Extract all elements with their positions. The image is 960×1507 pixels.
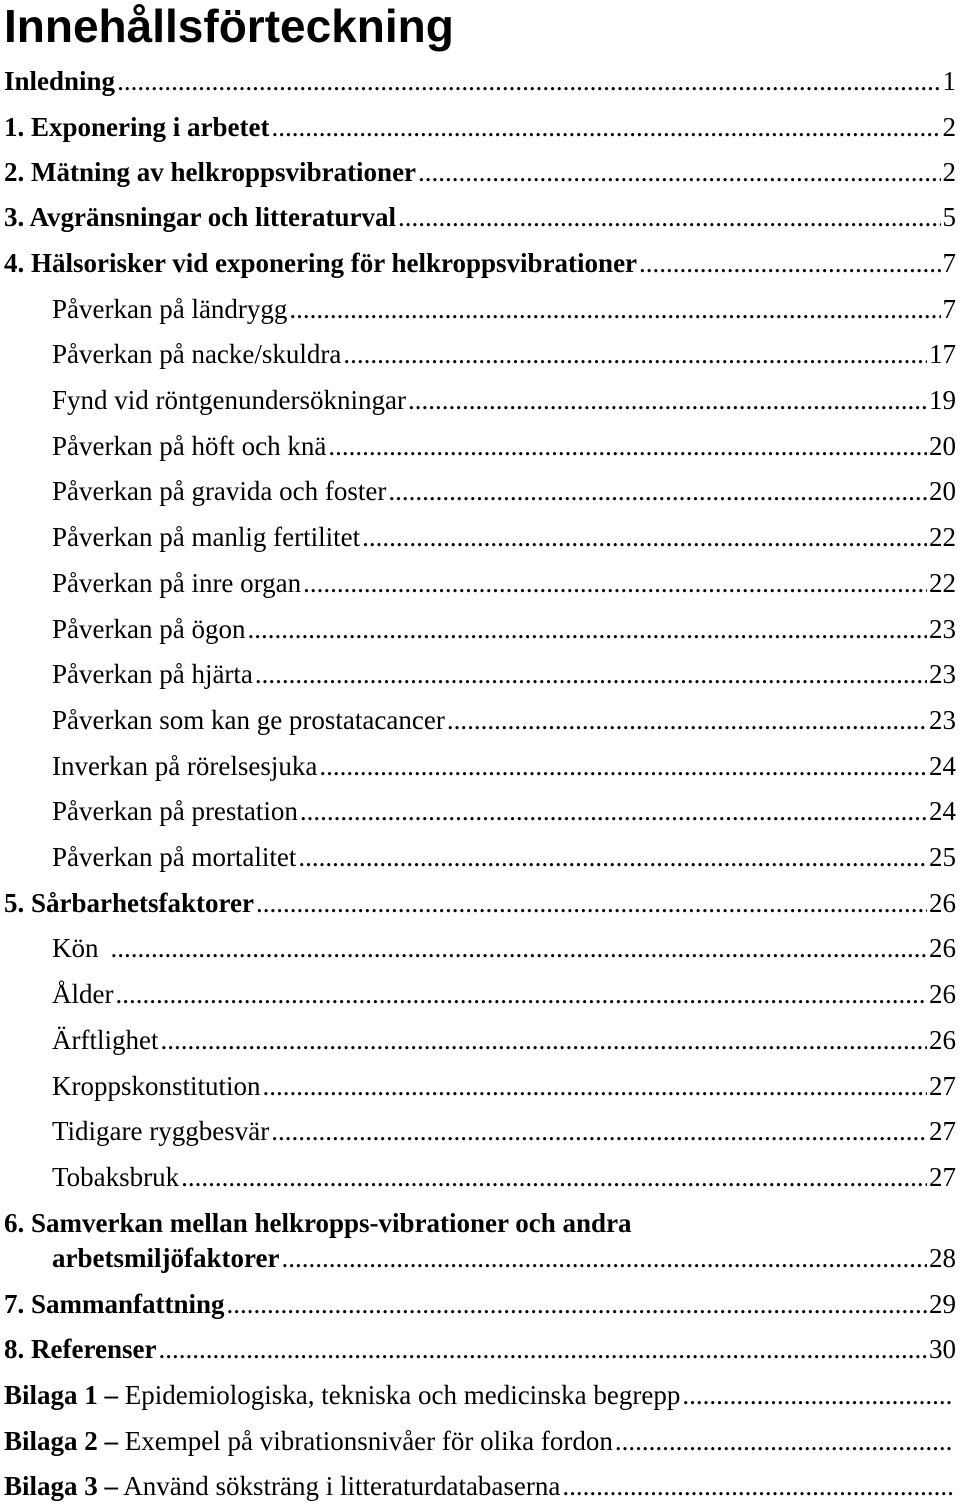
toc-label: Inverkan på rörelsesjuka	[52, 751, 318, 781]
toc-entry-chapter-8[interactable]	[4, 1331, 956, 1367]
toc-page-number: 26	[929, 979, 956, 1009]
toc-subentry[interactable]	[52, 656, 956, 692]
toc-subentry[interactable]	[52, 382, 956, 418]
leader-dots	[408, 382, 927, 418]
leader-dots	[160, 1022, 927, 1058]
toc-subentry[interactable]	[52, 976, 956, 1012]
toc-label: Tidigare ryggbesvär	[52, 1116, 270, 1146]
toc-page-number: 7	[942, 248, 956, 278]
leader-dots	[256, 885, 927, 921]
toc-page-number: 30	[929, 1334, 956, 1364]
appendix-text	[4, 1423, 613, 1459]
toc-subentry[interactable]	[52, 519, 956, 555]
toc-label: Påverkan som kan ge prostatacancer	[52, 705, 445, 735]
toc-page-number: 26	[929, 888, 956, 918]
toc-label: Ärftlighet	[52, 1025, 159, 1055]
toc-entry-chapter-1[interactable]	[4, 109, 956, 145]
toc-page-number: 27	[929, 1071, 956, 1101]
toc-subentry[interactable]	[52, 1022, 956, 1058]
toc-label: Fynd vid röntgenundersökningar	[52, 385, 406, 415]
toc-page-number: 2	[942, 157, 956, 187]
toc-appendix-3[interactable]	[4, 1468, 956, 1504]
leader-dots	[300, 793, 927, 829]
leader-dots	[328, 428, 927, 464]
leader-dots	[303, 565, 927, 601]
toc-label: Tobaksbruk	[52, 1162, 180, 1192]
toc-label: Påverkan på ländrygg	[52, 294, 288, 324]
appendix-prefix: Bilaga 1 –	[4, 1380, 119, 1410]
toc-page-number: 5	[942, 202, 956, 232]
leader-dots	[289, 291, 940, 327]
leader-dots	[398, 199, 941, 235]
toc-label: 3. Avgränsningar och litteraturval	[4, 202, 396, 232]
leader-dots	[158, 1331, 927, 1367]
toc-subentry[interactable]	[52, 565, 956, 601]
toc-label: 5. Sårbarhetsfaktorer	[4, 888, 254, 918]
toc-page-number: 24	[929, 751, 956, 781]
toc-subentry[interactable]	[52, 1159, 956, 1195]
toc-label: Kön	[52, 933, 99, 963]
toc-page-number: 25	[929, 842, 956, 872]
appendix-prefix: Bilaga 3 –	[4, 1471, 119, 1501]
page-title: Innehållsförteckning	[4, 0, 454, 52]
toc-subentry[interactable]	[52, 702, 956, 738]
toc-label: 4. Hälsorisker vid exponering för helkroppsvibrationer	[4, 248, 638, 278]
toc-page-number: 29	[929, 1289, 956, 1319]
toc-subentry[interactable]	[52, 793, 956, 829]
toc-page-number: 28	[929, 1243, 956, 1273]
toc-entry-chapter-6[interactable]	[52, 1240, 956, 1276]
toc-subentry[interactable]	[52, 1113, 956, 1149]
leader-dots	[562, 1468, 954, 1504]
toc-entry-chapter-5[interactable]	[4, 885, 956, 921]
toc-page-number: 23	[929, 659, 956, 689]
appendix-text	[4, 1377, 680, 1413]
toc-subentry[interactable]	[52, 291, 956, 327]
leader-dots	[362, 519, 927, 555]
appendix-label: Epidemiologiska, tekniska och medicinska begrepp	[124, 1380, 681, 1410]
leader-dots	[388, 473, 927, 509]
leader-dots	[111, 930, 928, 966]
toc-label: 2. Mätning av helkroppsvibrationer	[4, 157, 417, 187]
toc-page-number: 2	[942, 112, 956, 142]
toc-label: 1. Exponering i arbetet	[4, 112, 270, 142]
leader-dots	[227, 1286, 927, 1322]
toc-page-number: 20	[929, 431, 956, 461]
toc-page-number: 7	[942, 294, 956, 324]
appendix-prefix: Bilaga 2 –	[4, 1426, 119, 1456]
toc-label: Påverkan på mortalitet	[52, 842, 297, 872]
toc-appendix-1[interactable]	[4, 1377, 956, 1413]
toc-label: Påverkan på prestation	[52, 796, 298, 826]
toc-label: Påverkan på hjärta	[52, 659, 253, 689]
toc-label: Påverkan på höft och knä	[52, 431, 327, 461]
toc-label: Kroppskonstitution	[52, 1071, 261, 1101]
leader-dots	[181, 1159, 927, 1195]
toc-label: Påverkan på gravida och foster	[52, 476, 387, 506]
toc-page-number: 23	[929, 705, 956, 735]
toc-page-number: 19	[929, 385, 956, 415]
toc-subentry[interactable]	[52, 930, 956, 966]
leader-dots	[682, 1377, 954, 1413]
toc-subentry[interactable]	[52, 428, 956, 464]
toc-subentry[interactable]	[52, 748, 956, 784]
leader-dots	[263, 1068, 927, 1104]
leader-dots	[281, 1240, 927, 1276]
toc-label: 7. Sammanfattning	[4, 1289, 225, 1319]
toc-page-number: 27	[929, 1116, 956, 1146]
toc-page-number: 23	[929, 614, 956, 644]
toc-label: Påverkan på nacke/skuldra	[52, 339, 342, 369]
toc-page-number: 17	[929, 339, 956, 369]
toc-entry-chapter-6-line-1[interactable]: 6. Samverkan mellan helkropps-vibrationer och andra	[4, 1208, 632, 1238]
leader-dots	[117, 63, 940, 99]
appendix-label: Använd söksträng i litteraturdatabaserna	[123, 1471, 561, 1501]
toc-subentry[interactable]	[52, 336, 956, 372]
toc-entry-chapter-4[interactable]	[4, 245, 956, 281]
toc-page-number: 22	[929, 522, 956, 552]
toc-label: Påverkan på ögon	[52, 614, 246, 644]
leader-dots	[271, 109, 940, 145]
toc-label: 8. Referenser	[4, 1334, 157, 1364]
toc-page-number: 20	[929, 476, 956, 506]
toc-label: Ålder	[52, 979, 114, 1009]
toc-page-number: 26	[929, 933, 956, 963]
toc-subentry[interactable]	[52, 839, 956, 875]
toc-subentry[interactable]	[52, 473, 956, 509]
leader-dots	[271, 1113, 927, 1149]
leader-dots	[255, 656, 927, 692]
toc-entry-chapter-3[interactable]	[4, 199, 956, 235]
toc-subentry[interactable]	[52, 1068, 956, 1104]
toc-appendix-2[interactable]	[4, 1423, 956, 1459]
toc-label: Påverkan på manlig fertilitet	[52, 522, 361, 552]
leader-dots	[247, 611, 927, 647]
toc-label: Inledning	[4, 66, 116, 96]
appendix-text	[4, 1468, 560, 1504]
toc-label: arbetsmiljöfaktorer	[52, 1243, 280, 1273]
leader-dots	[447, 702, 927, 738]
leader-dots	[298, 839, 927, 875]
toc-entry-chapter-7[interactable]	[4, 1286, 956, 1322]
toc-page-number: 26	[929, 1025, 956, 1055]
toc-subentry[interactable]	[52, 611, 956, 647]
appendix-label: Exempel på vibrationsnivåer för olika fordon	[124, 1426, 613, 1456]
toc-page-number: 22	[929, 568, 956, 598]
leader-dots	[343, 336, 927, 372]
leader-dots	[115, 976, 927, 1012]
toc-entry-chapter-2[interactable]	[4, 154, 956, 190]
toc-entry-inledning[interactable]	[4, 63, 956, 99]
leader-dots	[639, 245, 940, 281]
leader-dots	[615, 1423, 954, 1459]
toc-page-number: 27	[929, 1162, 956, 1192]
leader-dots	[418, 154, 940, 190]
toc-label: Påverkan på inre organ	[52, 568, 302, 598]
leader-dots	[319, 748, 927, 784]
toc-page-number: 1	[942, 66, 956, 96]
toc-page-number: 24	[929, 796, 956, 826]
